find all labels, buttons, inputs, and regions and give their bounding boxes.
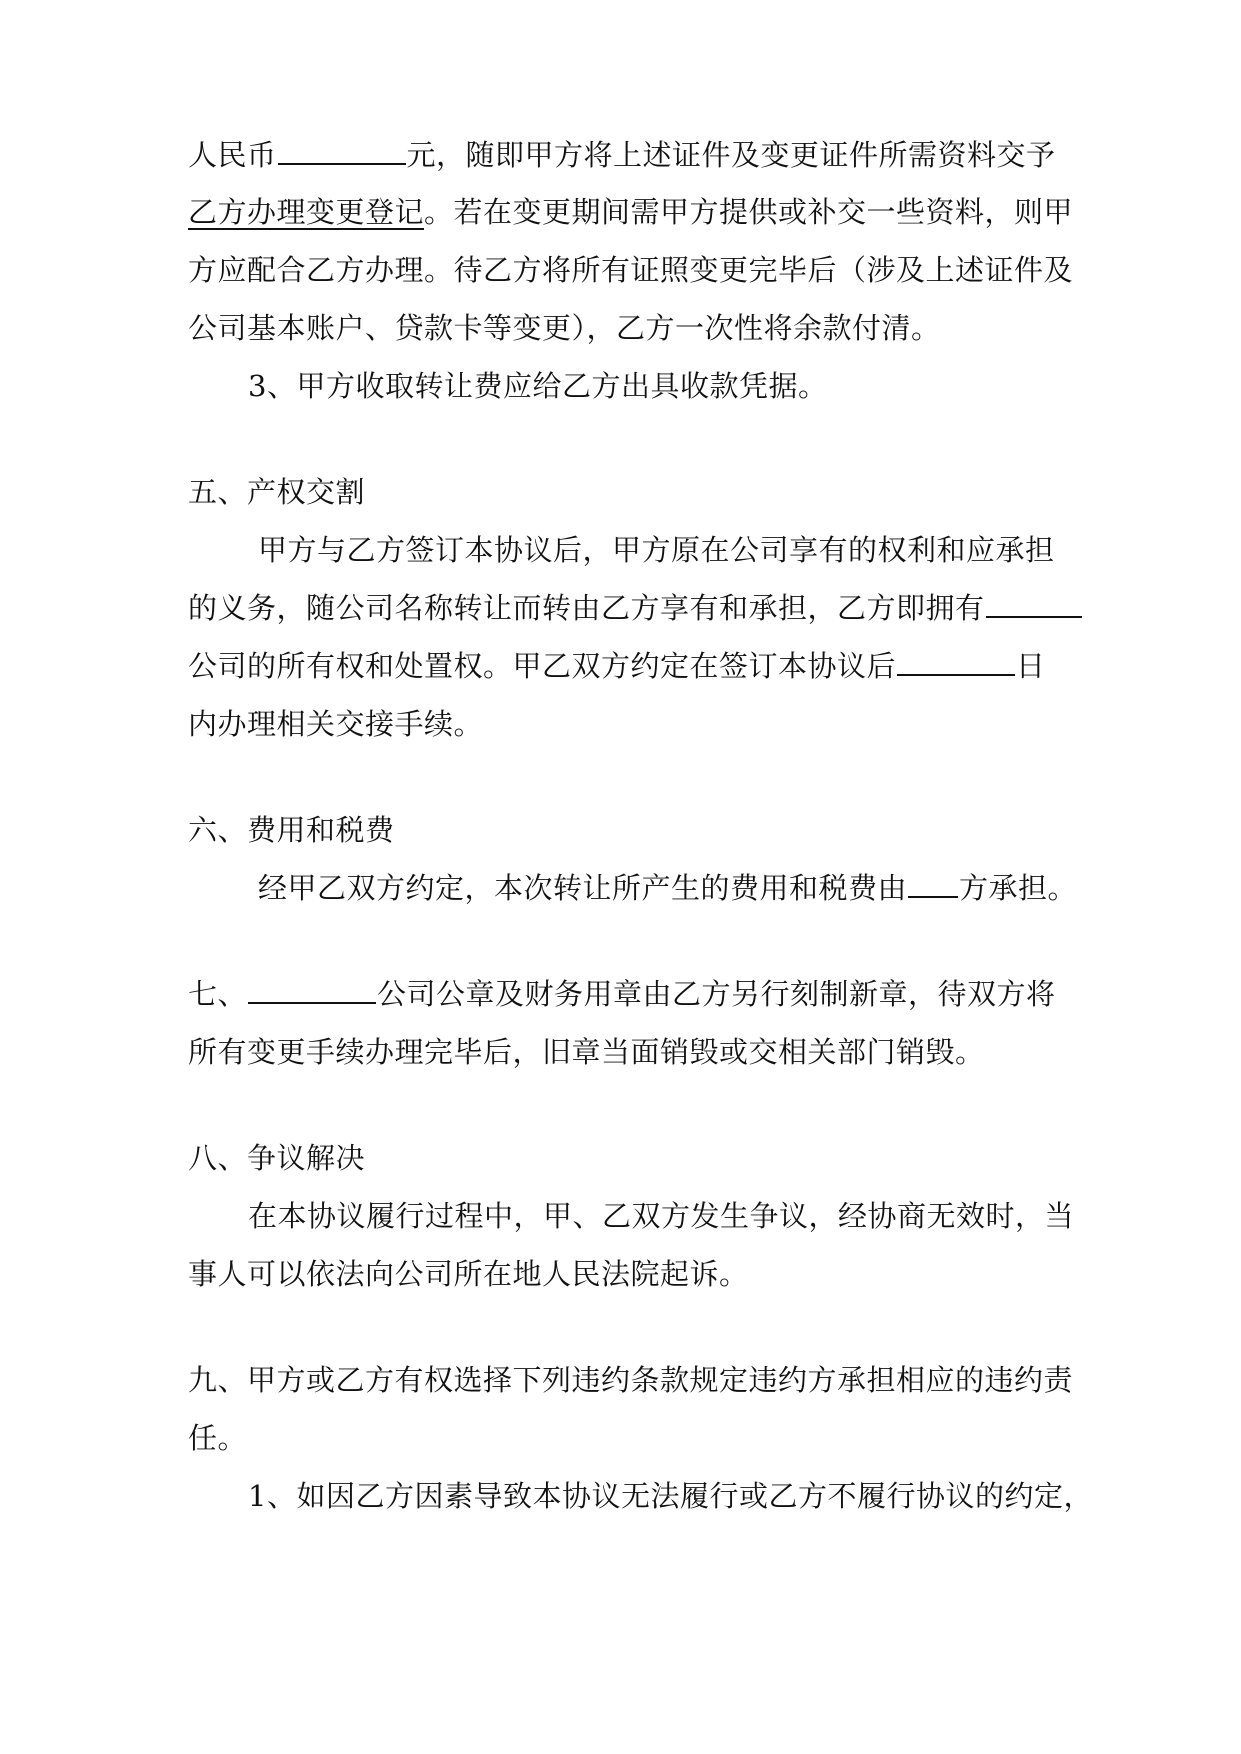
paragraph-line: 公司基本账户、贷款卡等变更），乙方一次性将余款付清。 — [188, 311, 941, 345]
text-segment: 日 — [1016, 649, 1046, 683]
fill-blank — [908, 868, 958, 898]
text-segment: 经甲乙双方约定，本次转让所产生的费用和税费由 — [258, 871, 908, 905]
text-segment: 人民币 — [188, 138, 277, 172]
paragraph-line — [188, 646, 1046, 686]
paragraph-line: 内办理相关交接手续。 — [188, 707, 484, 741]
text-segment: 公司公章及财务用章由乙方另行刻制新章，待双方将 — [377, 977, 1056, 1011]
underlined-text: 乙方办理变更登记 — [188, 195, 425, 229]
text-segment: 七、 — [188, 977, 248, 1011]
fill-blank — [897, 646, 1015, 676]
text-segment: 的义务，随公司名称转让而转由乙方享有和承担，乙方即拥有 — [188, 591, 985, 625]
paragraph-line — [188, 135, 1056, 175]
paragraph-line — [188, 588, 1083, 628]
paragraph-line: 甲方与乙方签订本协议后，甲方原在公司享有的权利和应承担 — [258, 533, 1055, 567]
text-segment: 方承担。 — [959, 871, 1078, 905]
paragraph-line: 所有变更手续办理完毕后，旧章当面销毁或交相关部门销毁。 — [188, 1035, 985, 1069]
list-item: 1、如因乙方因素导致本协议无法履行或乙方不履行协议的约定， — [248, 1479, 1093, 1513]
text-segment: 。若在变更期间需甲方提供或补交一些资料，则甲 — [424, 195, 1074, 229]
fill-blank — [278, 135, 406, 165]
section-heading: 六、费用和税费 — [188, 813, 395, 847]
section-heading: 八、争议解决 — [188, 1141, 366, 1175]
paragraph-line: 任。 — [188, 1421, 248, 1455]
paragraph-line: 在本协议履行过程中，甲、乙双方发生争议，经协商无效时，当 — [248, 1199, 1075, 1233]
section-heading: 九、甲方或乙方有权选择下列违约条款规定违约方承担相应的违约责 — [188, 1363, 1074, 1397]
paragraph-line — [258, 868, 1077, 908]
fill-blank — [248, 974, 376, 1004]
paragraph-line: 方应配合乙方办理。待乙方将所有证照变更完毕后（涉及上述证件及 — [188, 253, 1074, 287]
section-heading: 五、产权交割 — [188, 475, 366, 509]
text-segment: 元，随即甲方将上述证件及变更证件所需资料交予 — [406, 138, 1056, 172]
list-item: 3、甲方收取转让费应给乙方出具收款凭据。 — [248, 369, 828, 403]
fill-blank — [986, 588, 1082, 618]
paragraph-line — [188, 192, 1073, 232]
section-heading — [188, 974, 1056, 1014]
text-segment: 公司的所有权和处置权。甲乙双方约定在签订本协议后 — [188, 649, 897, 683]
paragraph-line: 事人可以依法向公司所在地人民法院起诉。 — [188, 1257, 749, 1291]
